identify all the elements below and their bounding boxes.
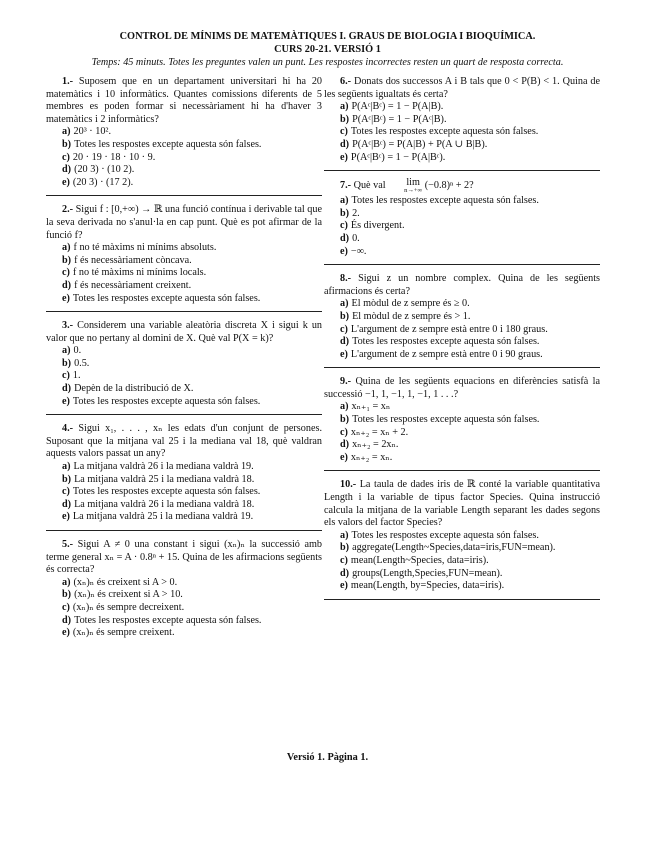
question-number: 1.- [62, 76, 74, 87]
right-column [324, 76, 600, 608]
option-text: (xₙ)ₙ és creixent si A > 0. [73, 576, 178, 588]
option-a [62, 345, 322, 358]
option-letter: d) [62, 164, 72, 176]
question-number: 5.- [62, 539, 74, 550]
option-a [62, 461, 322, 474]
option-letter: c) [340, 220, 348, 232]
option-d [62, 383, 322, 396]
option-letter: b) [340, 113, 350, 125]
option-letter: c) [340, 126, 348, 138]
option-e [62, 511, 322, 524]
option-text: Totes les respostes excepte aquesta són falses. [352, 336, 540, 348]
option-text: (20 3) · (10 2). [74, 164, 135, 176]
option-letter: a) [340, 298, 349, 310]
option-text: (xₙ)ₙ és sempre decreixent. [72, 601, 185, 613]
options-list [62, 345, 322, 408]
left-column [46, 76, 322, 640]
option-text: mean(Length, by=Species, data=iris). [350, 580, 505, 592]
limit-subscript: n→+∞ [404, 187, 423, 195]
question-text: Sigui x₁, . . . , xₙ les edats d'un conjunt de persones. Suposant que la mitjana val 25 i la mediana val 18, què valdran aquests valors passat un any? [46, 423, 322, 460]
question-2 [46, 204, 322, 305]
question-number: 7.- [340, 180, 352, 192]
option-c [62, 602, 322, 615]
question-number: 2.- [62, 204, 74, 216]
option-e [340, 349, 600, 362]
option-c [62, 152, 322, 165]
option-text: f no té màxims ni mínims absoluts. [73, 242, 217, 254]
option-letter: d) [62, 498, 72, 510]
question-text-before: Què val [353, 180, 386, 192]
option-text: −∞. [350, 245, 367, 257]
option-letter: e) [340, 580, 348, 592]
option-text: Totes les respostes excepte aquesta són falses. [74, 138, 262, 150]
question-number: 3.- [62, 320, 74, 332]
options-list [340, 195, 600, 258]
option-text: 20 · 19 · 18 · 10 · 9. [72, 151, 156, 163]
option-letter: b) [62, 589, 72, 601]
option-text: La mitjana valdrà 25 i la mediana valdrà 18. [74, 473, 255, 485]
option-b [340, 311, 600, 324]
question-stem [324, 273, 600, 298]
option-text: 20³ · 10². [73, 126, 112, 138]
question-divider [46, 530, 322, 531]
option-text: Totes les respostes excepte aquesta són falses. [72, 292, 261, 304]
option-letter: b) [340, 542, 350, 554]
question-number: 4.- [62, 423, 74, 435]
question-text: Sigui z un nombre complex. Quina de les següents afirmacions és certa? [324, 273, 601, 297]
option-text: xₙ₊₂ = 2xₙ. [352, 439, 399, 451]
option-text: 0.5. [74, 357, 90, 369]
option-letter: a) [340, 195, 349, 207]
question-stem [46, 320, 322, 345]
option-text: (20 3) · (17 2). [72, 176, 134, 188]
options-list [340, 298, 600, 361]
question-stem [46, 76, 322, 126]
option-letter: e) [340, 151, 348, 163]
options-list [62, 242, 322, 305]
option-text: P(Aᶜ|Bᶜ) = 1 − P(Aᶜ|B). [352, 113, 447, 125]
option-text: xₙ₊₂ = xₙ + 2. [350, 426, 409, 438]
option-b [62, 139, 322, 152]
question-7 [324, 179, 600, 258]
option-a [340, 530, 600, 543]
option-letter: c) [62, 601, 70, 613]
option-letter: d) [62, 383, 72, 395]
option-text: 2. [352, 207, 360, 219]
question-text: Donats dos successos A i B tals que 0 < P(B) < 1. Quina de les següents igualtats és certa? [324, 76, 601, 100]
option-text: P(Aᶜ|Bᶜ) = 1 − P(A|B). [351, 101, 444, 113]
option-letter: e) [340, 451, 348, 463]
option-a [340, 195, 600, 208]
question-divider [324, 470, 600, 471]
option-text: mean(Length~Species, data=iris). [350, 555, 489, 566]
option-letter: a) [62, 461, 71, 473]
question-stem [46, 539, 322, 577]
option-a [340, 401, 600, 414]
question-9 [324, 376, 600, 464]
option-text: El mòdul de z sempre és > 1. [352, 310, 471, 322]
option-text: Totes les respostes excepte aquesta són falses. [351, 529, 539, 541]
question-stem [46, 204, 322, 242]
question-divider [324, 599, 600, 600]
exam-title: CONTROL DE MÍNIMS DE MATEMÀTIQUES I. GRAUS DE BIOLOGIA I BIOQUÍMICA. [119, 31, 536, 42]
question-divider [324, 170, 600, 171]
question-1 [46, 76, 322, 189]
question-6 [324, 76, 600, 164]
question-stem [324, 76, 600, 101]
option-b [340, 114, 600, 127]
option-text: La mitjana valdrà 26 i la mediana valdrà 18. [74, 498, 255, 510]
option-letter: a) [340, 401, 349, 413]
option-e [62, 293, 322, 306]
option-letter: e) [62, 176, 70, 188]
question-number: 8.- [340, 273, 352, 285]
limit-operator [388, 179, 422, 195]
page-footer: Versió 1. Pàgina 1. [286, 752, 369, 763]
option-e [340, 580, 600, 593]
option-text: La mitjana valdrà 25 i la mediana valdrà 19. [72, 511, 254, 523]
option-text: Totes les respostes excepte aquesta són falses. [352, 414, 540, 426]
option-letter: b) [62, 357, 72, 369]
question-stem [324, 479, 600, 529]
option-text: La mitjana valdrà 26 i la mediana valdrà 19. [73, 461, 254, 473]
option-text: L'argument de z sempre està entre 0 i 90 graus. [350, 348, 543, 360]
option-text: xₙ₊₂ = xₙ. [350, 451, 393, 463]
option-letter: d) [340, 567, 350, 579]
option-text: 1. [72, 370, 81, 382]
option-text: P(Aᶜ|Bᶜ) = P(A|B) + P(A ∪ B|B). [352, 138, 488, 150]
option-letter: d) [62, 614, 72, 626]
option-text: Totes les respostes excepte aquesta són falses. [72, 486, 261, 498]
option-b [340, 542, 600, 555]
option-letter: a) [340, 529, 349, 541]
option-d [340, 336, 600, 349]
options-list [340, 101, 600, 164]
question-divider [46, 195, 322, 196]
option-letter: a) [62, 126, 71, 138]
question-text: Sigui A ≠ 0 una constant i sigui (xₙ)ₙ la successió amb terme general xₙ = A · 0.8ⁿ + 15. Quina de les afirmacions següents és correcta? [46, 539, 323, 576]
option-c [340, 126, 600, 139]
question-divider [324, 264, 600, 265]
option-e [62, 627, 322, 640]
option-text: Totes les respostes excepte aquesta són falses. [350, 126, 539, 138]
option-b [62, 589, 322, 602]
option-c [340, 324, 600, 337]
question-number: 9.- [340, 376, 352, 388]
option-letter: b) [340, 207, 350, 219]
question-3 [46, 320, 322, 408]
option-text: f és necessàriament creixent. [74, 279, 192, 291]
option-text: Depèn de la distribució de X. [74, 383, 194, 395]
option-c [62, 486, 322, 499]
options-list [340, 401, 600, 464]
option-e [340, 246, 600, 259]
option-letter: b) [340, 310, 350, 322]
option-letter: b) [62, 473, 72, 485]
option-text: Totes les respostes excepte aquesta són falses. [74, 614, 262, 626]
option-a [62, 242, 322, 255]
option-e [340, 152, 600, 165]
exam-instructions: Temps: 45 minuts. Totes les preguntes valen un punt. Les respostes incorrectes resten un quart de resposta correcta. [91, 57, 564, 68]
option-text: xₙ₊₁ = xₙ [351, 401, 391, 413]
question-divider [46, 311, 322, 312]
option-a [340, 101, 600, 114]
question-number: 10.- [340, 479, 357, 491]
option-c [340, 427, 600, 440]
option-text: f és necessàriament còncava. [74, 254, 192, 266]
option-c [340, 555, 600, 568]
option-text: 0. [352, 232, 360, 244]
option-b [340, 208, 600, 221]
question-4 [46, 423, 322, 524]
option-a [62, 577, 322, 590]
option-letter: d) [340, 138, 350, 150]
question-stem [324, 179, 600, 195]
option-c [62, 267, 322, 280]
option-text: És divergent. [350, 220, 405, 232]
option-d [62, 164, 322, 177]
question-8 [324, 273, 600, 361]
option-d [340, 568, 600, 581]
option-letter: c) [62, 486, 70, 498]
option-text: groups(Length,Species,FUN=mean). [352, 567, 503, 579]
option-letter: a) [62, 345, 71, 357]
option-letter: c) [340, 323, 348, 335]
option-letter: e) [62, 511, 70, 523]
option-e [62, 396, 322, 409]
option-letter: b) [62, 138, 72, 150]
option-c [62, 370, 322, 383]
option-text: L'argument de z sempre està entre 0 i 180 graus. [350, 323, 548, 335]
question-text: La taula de dades iris de ℝ conté la variable quantitativa Length i la variable de tipus factor Species. Quina instrucció calcula la mitjana de la variable Length separant les dades segons els valors del factor Species? [324, 479, 601, 529]
option-d [340, 439, 600, 452]
question-10 [324, 479, 600, 592]
option-text: El mòdul de z sempre és ≥ 0. [351, 298, 470, 310]
option-letter: c) [340, 426, 348, 438]
option-d [62, 280, 322, 293]
option-d [62, 615, 322, 628]
option-text: P(Aᶜ|Bᶜ) = 1 − P(A|Bᶜ). [350, 151, 446, 163]
question-text: Sigui f : [0,+∞) → ℝ una funció contínua i derivable tal que la seva derivada no s'anul·la en cap punt. Què es pot afirmar de la funció f? [46, 204, 322, 241]
option-a [62, 126, 322, 139]
option-text: (xₙ)ₙ és sempre creixent. [72, 627, 175, 639]
question-number: 6.- [340, 76, 352, 87]
option-letter: c) [340, 555, 348, 566]
page-header [40, 30, 615, 69]
option-letter: e) [340, 348, 348, 360]
question-text: Suposem que en un departament universitari hi ha 20 matemàtics i 10 informàtics. Quantes comissions diferents de 5 membres es poden formar si necessàriament hi ha d'haver 3 matemàtics i 2 informàtics? [46, 76, 323, 125]
option-letter: e) [340, 245, 348, 257]
option-b [340, 414, 600, 427]
option-d [62, 499, 322, 512]
question-text-after: (−0.8)ⁿ + 2? [424, 180, 474, 192]
option-letter: e) [62, 292, 70, 304]
options-list [62, 577, 322, 640]
options-list [62, 126, 322, 189]
option-text: (xₙ)ₙ és creixent si A > 10. [74, 589, 183, 601]
options-list [62, 461, 322, 524]
question-divider [46, 414, 322, 415]
option-b [62, 255, 322, 268]
question-stem [46, 423, 322, 461]
option-letter: d) [340, 336, 350, 348]
option-text: 0. [73, 345, 82, 357]
exam-course-version: CURS 20-21. VERSIÓ 1 [274, 44, 381, 55]
option-letter: c) [62, 267, 70, 279]
option-letter: b) [340, 414, 350, 426]
option-letter: d) [62, 279, 72, 291]
option-d [340, 233, 600, 246]
option-letter: c) [62, 370, 70, 382]
option-letter: a) [62, 242, 71, 254]
option-text: aggregate(Length~Species,data=iris,FUN=mean). [352, 542, 556, 554]
option-letter: b) [62, 254, 72, 266]
option-letter: c) [62, 151, 70, 163]
options-list [340, 530, 600, 593]
question-text: Considerem una variable aleatòria discreta X i sigui k un valor que no pertany al domini de X. Què val P(X = k)? [46, 320, 323, 344]
option-text: f no té màxims ni mínims locals. [72, 267, 207, 279]
question-5 [46, 539, 322, 640]
question-divider [324, 367, 600, 368]
option-letter: d) [340, 232, 350, 244]
option-letter: d) [340, 439, 350, 451]
option-c [340, 220, 600, 233]
option-letter: e) [62, 395, 70, 407]
option-text: Totes les respostes excepte aquesta són falses. [72, 395, 261, 407]
limit-word: lim [406, 177, 420, 189]
question-stem [324, 376, 600, 401]
option-letter: a) [340, 101, 349, 113]
option-text: Totes les respostes excepte aquesta són falses. [351, 195, 539, 207]
option-a [340, 298, 600, 311]
option-b [62, 358, 322, 371]
option-b [62, 474, 322, 487]
question-text: Quina de les següents equacions en diferències satisfà la successió −1, 1, −1, 1, −1, 1 . . .? [324, 376, 601, 400]
option-e [340, 452, 600, 465]
option-letter: a) [62, 576, 71, 588]
option-letter: e) [62, 627, 70, 639]
option-e [62, 177, 322, 190]
option-d [340, 139, 600, 152]
